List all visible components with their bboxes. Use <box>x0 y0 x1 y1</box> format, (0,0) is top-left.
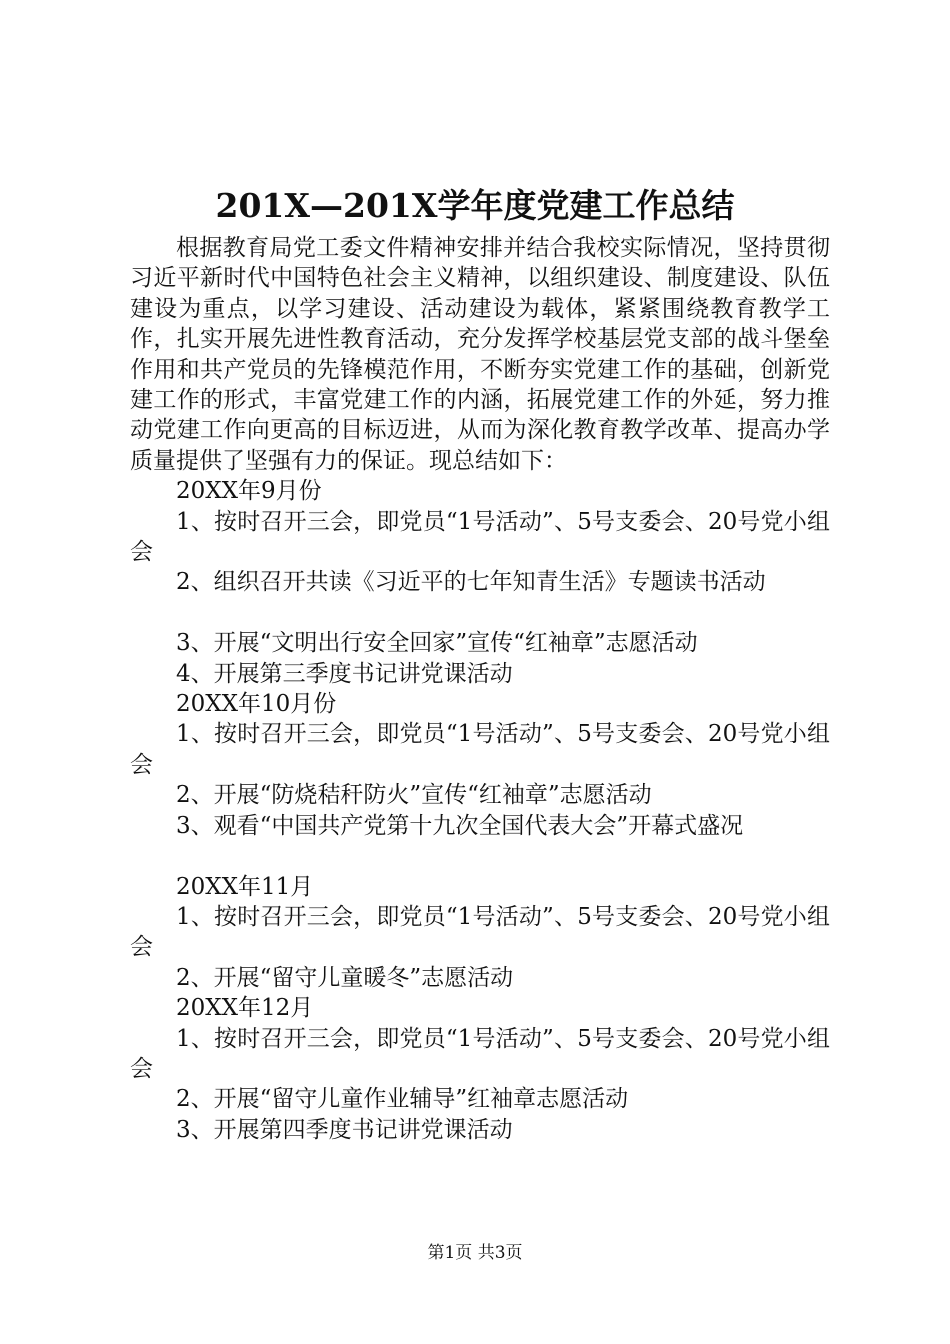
list-item: 3、观看“中国共产党第十九次全国代表大会”开幕式盛况 <box>176 812 744 839</box>
section-heading-october: 20XX年10月份 <box>176 691 337 718</box>
section-heading-december: 20XX年12月 <box>176 995 314 1022</box>
section-heading-november: 20XX年11月 <box>176 873 314 900</box>
list-item: 2、开展“留守儿童暖冬”志愿活动 <box>176 964 514 991</box>
list-item: 3、开展第四季度书记讲党课活动 <box>176 1116 513 1143</box>
intro-paragraph: 根据教育局党工委文件精神安排并结合我校实际情况，坚持贯彻习近平新时代中国特色社会主义精神，以组织建设、制度建设、队伍建设为重点，以学习建设、活动建设为载体，紧紧围绕教育教学工作，扎实开展先进性教育活动，充分发挥学校基层党支部的战斗堡垒作用和共产党员的先锋模范作用，不断夯实党建工作的基础，创新党建工作的形式，丰富党建工作的内涵，拓展党建工作的外延，努力推动党建工作向更高的目标迈进，从而为深化教育教学改革、提高办学质量提供了坚强有力的保证。现总结如下： <box>130 235 830 474</box>
list-item: 2、开展“留守儿童作业辅导”红袖章志愿活动 <box>176 1086 629 1113</box>
list-item: 1、按时召开三会，即党员“1号活动”、5号支委会、20号党小组会 <box>130 508 830 566</box>
page-number-footer: 第1页 共3页 <box>427 1243 523 1263</box>
list-item: 3、开展“文明出行安全回家”宣传“红袖章”志愿活动 <box>176 630 698 657</box>
blank-line <box>130 841 830 871</box>
list-item: 1、按时召开三会，即党员“1号活动”、5号支委会、20号党小组会 <box>130 721 830 778</box>
document-body <box>130 233 830 1145</box>
list-item: 1、按时召开三会，即党员“1号活动”、5号支委会、20号党小组会 <box>130 903 830 961</box>
section-heading-september: 20XX年9月份 <box>176 478 322 505</box>
list-item: 2、组织召开共读《习近平的七年知青生活》专题读书活动 <box>176 569 766 596</box>
list-item: 4、开展第三季度书记讲党课活动 <box>176 660 513 687</box>
list-item: 2、开展“防烧秸秆防火”宣传“红袖章”志愿活动 <box>176 782 652 809</box>
list-item: 1、按时召开三会，即党员“1号活动”、5号支委会、20号党小组会 <box>130 1025 830 1082</box>
document-title: 201X—201X学年度党建工作总结 <box>215 186 735 225</box>
blank-line <box>130 598 830 628</box>
